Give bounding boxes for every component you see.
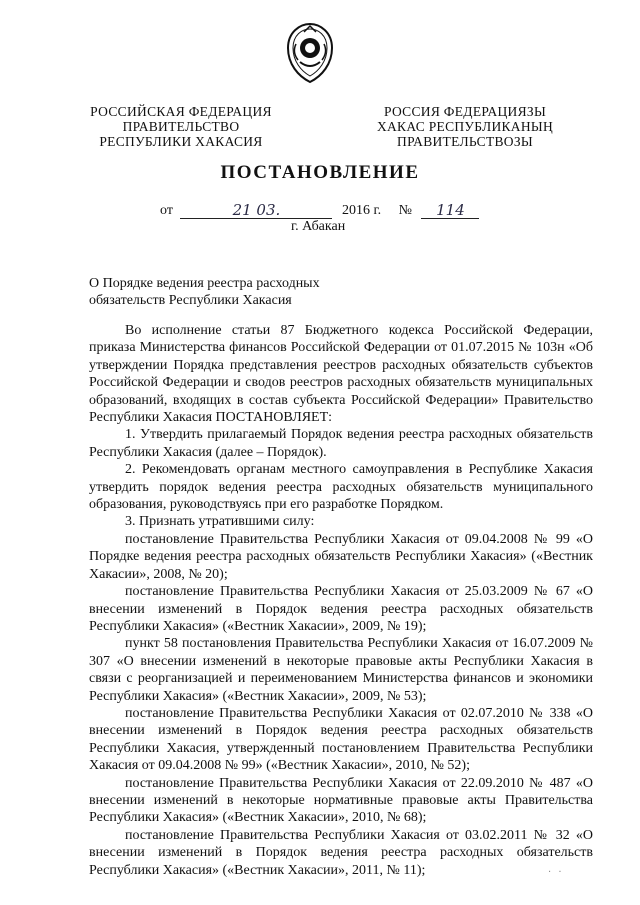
body-paragraph: постановление Правительства Республики Хакасия от 25.03.2009 № 67 «О внесении изменений в Порядок ведения реестра расходных обязательств Республики Хакасия» («Вестник Хакасии», 2009, № 19); bbox=[89, 584, 593, 634]
header-left-line: РЕСПУБЛИКИ ХАКАСИЯ bbox=[99, 134, 263, 149]
body-paragraph: 1. Утвердить прилагаемый Порядок ведения реестра расходных обязательств Республики Хакасия (далее – Порядок). bbox=[89, 427, 593, 460]
body-paragraph: пункт 58 постановления Правительства Республики Хакасия от 16.07.2009 № 307 «О внесении изменений в некоторые правовые акты Республики Хакасия в связи с реорганизацией и переименованием Министерства финансов и экономики Республики Хакасия» («Вестник Хакасии», 2009, № 53); bbox=[89, 636, 593, 704]
body-paragraph: Во исполнение статьи 87 Бюджетного кодекса Российской Федерации, приказа Министерства финансов Российской Федерации от 01.07.2015 № 103н «Об утверждении Порядка представления реестров расходных обязательств субъектов Российской Федерации и сводов реестров расходных обязательств муниципальных образований, входящих в состав субъекта Российской Федерации» Правительство Республики Хакасия ПОСТАНОВЛЯЕТ: bbox=[89, 323, 593, 426]
document-subject bbox=[89, 275, 320, 309]
body-paragraph: постановление Правительства Республики Хакасия от 22.09.2010 № 487 «О внесении изменений в некоторые нормативные правовые акты Правительства Республики Хакасия» («Вестник Хакасии», 2010, № 68); bbox=[89, 775, 593, 826]
header-left-line: РОССИЙСКАЯ ФЕДЕРАЦИЯ bbox=[90, 104, 272, 119]
body-paragraph: 2. Рекомендовать органам местного самоуправления в Республике Хакасия утвердить порядок ведения реестра расходных обязательств муниципального образования, руководствуясь при его разработке Порядком. bbox=[89, 462, 593, 513]
document-body bbox=[89, 322, 593, 879]
number-label: № bbox=[398, 203, 412, 218]
subject-line: обязательств Республики Хакасия bbox=[89, 293, 292, 308]
header-right-line: РОССИЯ ФЕДЕРАЦИЯЗЫ bbox=[383, 104, 547, 119]
number-field: 114 bbox=[421, 202, 479, 219]
city: г. Абакан bbox=[291, 219, 346, 234]
date-from-label: от bbox=[160, 203, 173, 218]
document-title: ПОСТАНОВЛЕНИЕ bbox=[220, 162, 420, 183]
scan-artifact: · · bbox=[548, 867, 564, 878]
coat-of-arms-icon bbox=[282, 22, 338, 84]
header-right bbox=[360, 104, 570, 149]
body-paragraph: 3. Признать утратившими силу: bbox=[125, 514, 315, 530]
body-paragraph: постановление Правительства Республики Хакасия от 03.02.2011 № 32 «О внесении изменений в Порядок ведения реестра расходных обязательств Республики Хакасия» («Вестник Хакасии», 2011, № 11); bbox=[89, 827, 593, 878]
body-paragraph: постановление Правительства Республики Хакасия от 09.04.2008 № 99 «О Порядке ведения реестра расходных обязательств Республики Хакасия» («Вестник Хакасии», 2008, № 20); bbox=[89, 531, 593, 582]
header-right-line: ХАКАС РЕСПУБЛИКАНЫҢ bbox=[376, 119, 554, 134]
date-field: 21 03. bbox=[180, 202, 332, 219]
subject-line: О Порядке ведения реестра расходных bbox=[89, 276, 320, 291]
header-right-line: ПРАВИТЕЛЬСТВОЗЫ bbox=[397, 134, 533, 149]
year-label: 2016 г. bbox=[341, 203, 382, 218]
body-paragraph: постановление Правительства Республики Хакасия от 02.07.2010 № 338 «О внесении изменений в Порядок ведения реестра расходных обязательств Республики Хакасия, утвержденный постановлением Правительства Республики Хакасия от 09.04.2008 № 99» («Вестник Хакасии», 2010, № 52); bbox=[89, 705, 593, 774]
header-left-line: ПРАВИТЕЛЬСТВО bbox=[122, 119, 240, 134]
header-left bbox=[76, 104, 286, 149]
date-line bbox=[160, 202, 479, 219]
